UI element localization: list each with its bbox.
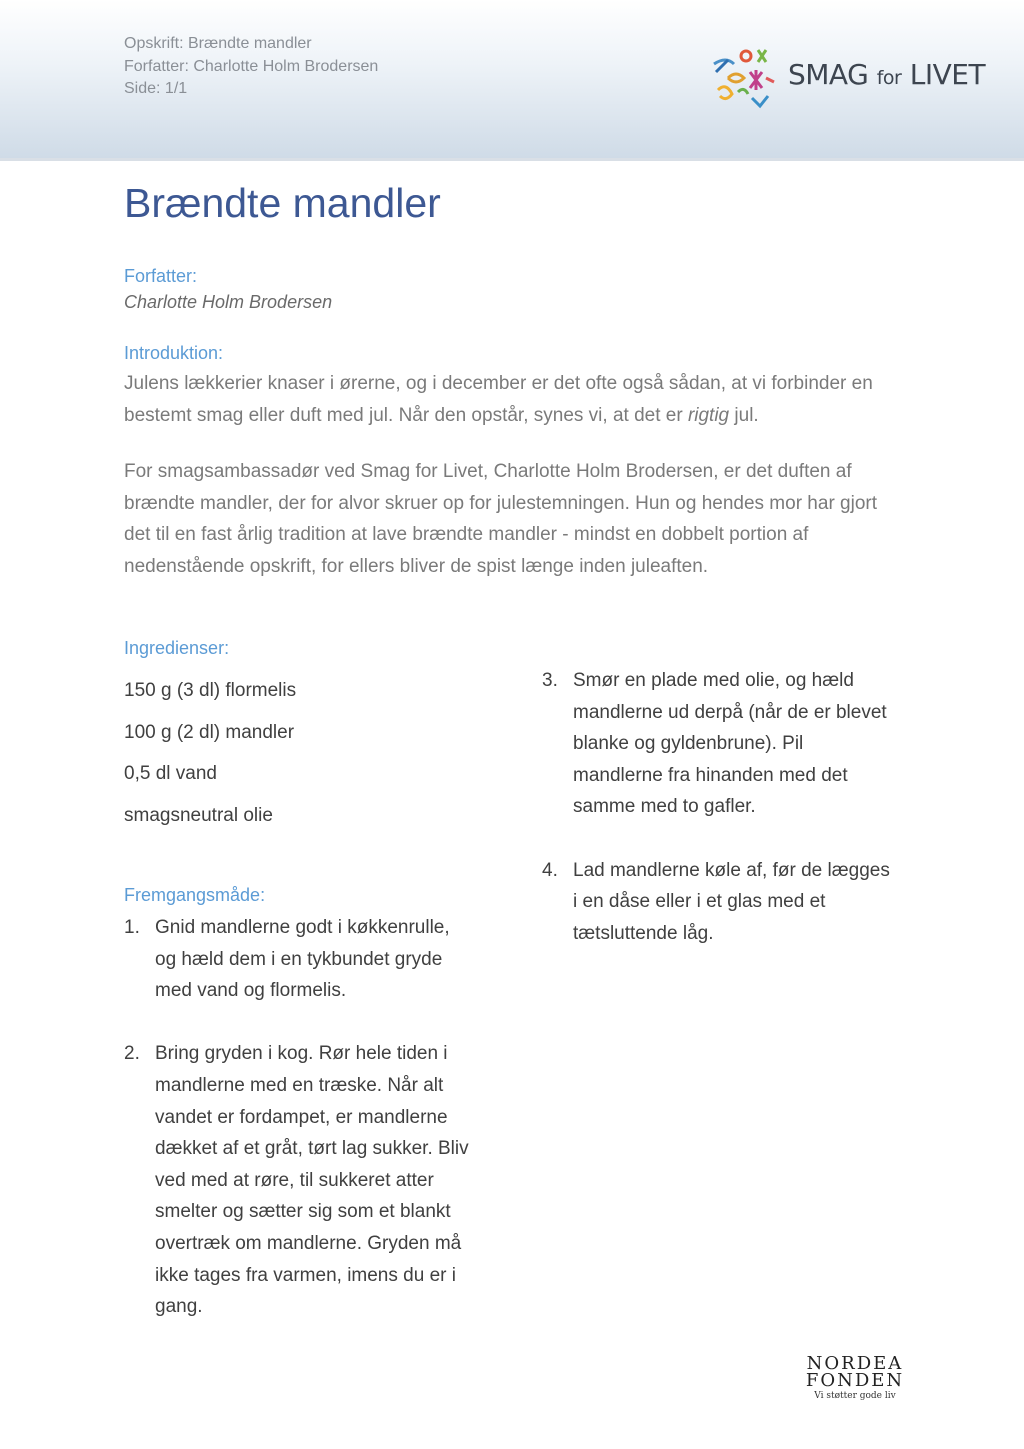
author-name: Charlotte Holm Brodersen [124,292,333,312]
intro-p1-emphasis: rigtig [687,404,730,426]
method-steps-right [542,665,892,981]
page-header [0,0,1024,161]
step-number: 3. [542,670,558,691]
author-line: Forfatter: Charlotte Holm Brodersen [124,57,379,75]
introduction-label: Introduktion: [124,343,224,363]
intro-p1-text: Julens lækkerier knaser i ørerne, og i december er det ofte også sådan, at vi forbinder en bestemt smag eller duft med jul. Når den opstår, synes vi, at det er [124,373,873,426]
smag-for-livet-mark-icon [708,42,780,114]
method-step [124,1038,474,1322]
page-title: Brændte mandler [124,180,441,226]
page-line: Side: 1/1 [124,80,188,97]
brand-word-smag: SMAG [788,58,869,91]
ingredient-item: 0,5 dl vand [124,763,217,784]
ingredients-list [124,675,296,841]
intro-paragraph-2: For smagsambassadør ved Smag for Livet, Charlotte Holm Brodersen, er det duften af brændte mandler, der for alvor skruer op for julestemningen. Hun og hendes mor har gjort det til en fast årlig tradition at lave brændte mandler - mindst en dobbelt portion af nedenstående opskrift, for ellers bliver de spist længe inden juleaften. [124,461,878,577]
step-text: Bring gryden i kog. Rør hele tiden i mandlerne med en træske. Når alt vandet er fordampet, er mandlerne dækket af et gråt, tørt lag sukker. Bliv ved med at røre, til sukkeret atter smelter og sætter sig som et blankt overtræk om mandlerne. Gryden må ikke tages fra varmen, imens du er i gang. [155,1043,469,1318]
step-number: 4. [542,859,558,881]
intro-p1-end: jul. [729,404,759,426]
step-number: 1. [124,917,140,938]
brand-word-livet: LIVET [909,58,986,91]
step-text: Lad mandlerne køle af, før de lægges i en dåse eller i et glas med et tætsluttende låg. [573,859,890,944]
method-step [542,665,892,823]
ingredient-item: 100 g (2 dl) mandler [124,721,295,743]
brand-wordmark [788,58,985,91]
step-number: 2. [124,1043,140,1065]
recipe-line: Opskrift: Brændte mandler [124,35,312,52]
nordea-logo-line1: NORDEA [806,1353,904,1374]
header-meta [124,33,378,101]
method-label: Fremgangsmåde: [124,885,266,905]
author-label: Forfatter: [124,266,198,286]
nordea-logo-line2: FONDEN [805,1370,905,1391]
nordea-fonden-logo [800,1355,910,1405]
step-text: Gnid mandlerne godt i køkkenrulle, og hæld dem i en tykbundet gryde med vand og flormelis. [155,917,450,1002]
nordea-tagline: Vi støtter gode liv [814,1391,896,1401]
ingredient-item: smagsneutral olie [124,804,273,826]
method-step [124,912,474,1007]
brand-word-for: for [876,67,902,89]
ingredient-item: 150 g (3 dl) flormelis [124,680,297,701]
method-step [542,855,892,950]
smag-for-livet-logo [708,42,986,114]
intro-paragraph-1 [124,368,904,431]
method-steps-left [124,912,474,1354]
ingredients-label: Ingredienser: [124,638,230,658]
step-text: Smør en plade med olie, og hæld mandlerne ud derpå (når de er blevet blanke og gyldenbrune). Pil mandlerne fra hinanden med det samme med to gafler. [573,670,887,818]
